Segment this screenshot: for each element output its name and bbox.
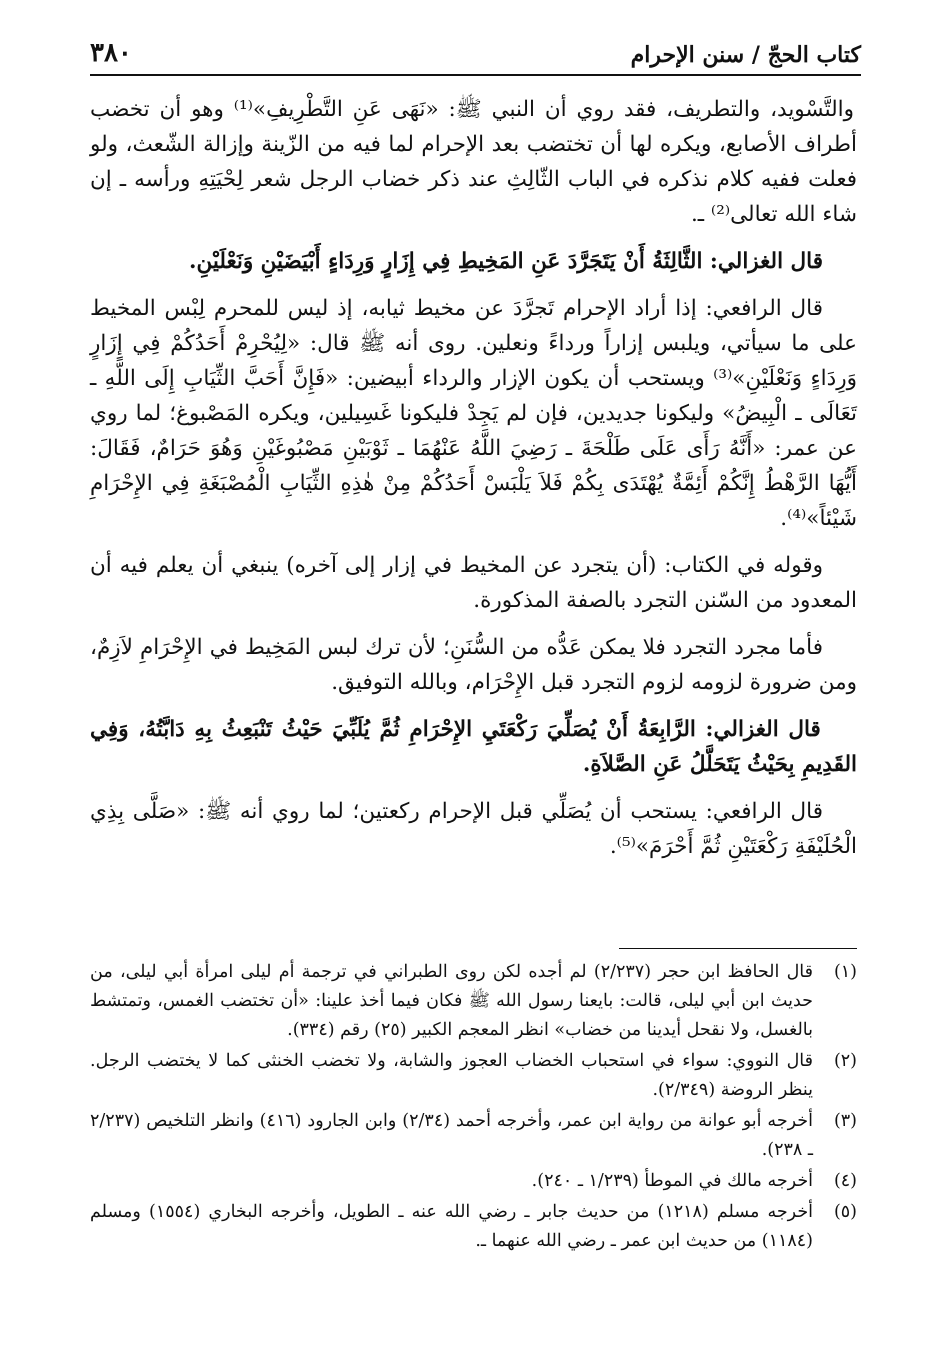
footnote-4 bbox=[90, 1167, 857, 1196]
text-line: إِلَى اللَّهِ ـ تَعَالَى ـ الْبِيضُ» وليكونا جديدين، فإن لم يَجِدْ فليكونا غَسِيلين، ويكره bbox=[90, 366, 857, 426]
footnote-text bbox=[90, 1198, 813, 1256]
text-line: بِذِي الْحُلَيْفَةِ رَكْعَتَيْنِ ثُمَّ أَحْرَمَ»⁽⁵⁾. bbox=[90, 799, 857, 859]
footnote-1 bbox=[90, 958, 857, 1045]
footnote-number: (٥) bbox=[833, 1202, 857, 1222]
text-line: ومسلم (١١٨٤) من حديث ابن عمر ـ رضي الله عنهما ـ. bbox=[90, 1202, 813, 1251]
footnote-number: (١) bbox=[833, 962, 857, 982]
text-line: المَصْبوغ؛ لما روي عن عمر: «أَنَّهُ رَأَى عَلَى طَلْحَةَ ـ رَضِيَ اللَّهُ عَنْهُمَا ـ ثَوْبَيْنِ مَصْبُوغَيْنِ bbox=[90, 401, 857, 461]
text-line: الرجل. ينظر الروضة (٢/٣٤٩). bbox=[90, 1051, 813, 1100]
text-line: قال الغزالي: الرَّابِعَةُ أَنْ يُصَلِّيَ رَكْعَتَيِ الإِحْرَامِ ثُمَّ يُلَبِّيَ حَيْثُ تَنْبَعِثُ بِهِ دَابَّتُهُ، وَفِي bbox=[90, 717, 821, 742]
paragraph-ghazali-third bbox=[90, 244, 857, 279]
text-line: قال النووي: سواء في استحباب الخضاب العجوز والشابة، ولا تخضب الخنثى كما لا يختضب bbox=[139, 1051, 813, 1071]
paragraph-1 bbox=[90, 92, 857, 232]
footnote-text bbox=[90, 1167, 813, 1196]
text-line: قال الغزالي: الثَّالِثَةُ أَنْ يَتَجَرَّدَ عَنِ المَخِيطِ فِي إِزَارٍ وَرِدَاءٍ أَبْيَضَيْنِ وَنَعْلَيْنِ. bbox=[189, 249, 823, 274]
footnote-number: (٤) bbox=[833, 1171, 857, 1191]
footnote-number: (٢) bbox=[833, 1051, 857, 1071]
text-line: فِي إِزَارٍ وَرِدَاءٍ وَنَعْلَيْنِ»⁽³⁾ ويستحب أن يكون الإزار والرداء أبيضين: «فَإِنَّ أَحَبَّ الثِّيَابِ bbox=[90, 331, 857, 391]
footnote-2 bbox=[90, 1047, 857, 1105]
text-line: قال الرافعي: يستحب أن يُصَلِّي قبل الإحرام ركعتين؛ لما روي أنه ﷺ: «صَلَّى bbox=[124, 799, 823, 824]
text-line: أخرجه مسلم (١٢١٨) من حديث جابر ـ رضي الله عنه ـ الطويل، وأخرجه البخاري (١٥٥٤) bbox=[140, 1202, 814, 1222]
text-line: والتَّسْويد، والتطريف، فقد روي أن النبي ﷺ: «نَهَى عَنِ التَّطْرِيفِ»⁽¹⁾ وهو أن تخضب bbox=[90, 97, 854, 122]
text-line: لاَزِمٌ، ومن ضرورة لزومه لزوم التجرد قبل الإِحْرَام، وبالله التوفيق. bbox=[90, 635, 857, 695]
paragraph-rafii-third bbox=[90, 291, 857, 536]
text-line: ولو فعلت ففيه كلام نذكره في الباب الثّالِثِ عند ذكر خضاب الرجل شعر لِحْيَتِهِ ورأسه ـ bbox=[90, 132, 857, 192]
footnote-text bbox=[90, 958, 813, 1045]
text-line: الْمُصْبَغَةِ فِي الإِحْرَامِ شَيْئاً»⁽⁴⁾. bbox=[90, 471, 857, 531]
footnote-text bbox=[90, 1107, 813, 1165]
text-line: أخرجه مالك في الموطأ (١/٢٣٩ ـ ٢٤٠). bbox=[531, 1171, 813, 1191]
text-line: فأما مجرد التجرد فلا يمكن عَدُّه من السُّنَنِ؛ لأن ترك لبس المَخِيط في الإِحْرَامِ bbox=[132, 635, 823, 660]
paragraph-rafii-fourth bbox=[90, 794, 857, 864]
text-line: إن شاء الله تعالى⁽²⁾ ـ. bbox=[90, 167, 857, 227]
main-text bbox=[90, 92, 857, 876]
paragraph-mere-tajarrud bbox=[90, 630, 857, 700]
footnote-5 bbox=[90, 1198, 857, 1256]
text-line: وقوله في الكتاب: (أن يتجرد عن المخيط في إزار إلى آخره) ينبغي أن يعلم فيه bbox=[111, 553, 823, 578]
footnote-text bbox=[90, 1047, 813, 1105]
text-line: من حديث ابن أبي ليلى، قالت: بايعنا رسول الله ﷺ فكان فيما أخذ علينا: «أن تختضب bbox=[90, 962, 813, 1011]
running-header bbox=[90, 28, 861, 76]
text-line: أخرجه أبو عوانة من رواية ابن عمر، وأخرجه أحمد (٢/٣٤) وابن الجارود (٤١٦) وانظر bbox=[205, 1111, 813, 1131]
text-line: قال الحافظ ابن حجر (٢/٢٣٧) لم أجده لكن روى الطبراني في ترجمة أم ليلى امرأة أبي ليلى، bbox=[112, 962, 813, 982]
page-number: ٣٨٠ bbox=[90, 38, 132, 68]
text-line: القَدِيمِ بِحَيْثُ يَتَحَلَّلُ عَنِ الصَّلاَةِ. bbox=[582, 752, 857, 777]
text-line: الغمس، وتمتشط بالغسل، ولا نقحل أيدينا من خضاب» انظر المعجم الكبير (٢٥) رقم (٣٣٤). bbox=[90, 991, 813, 1040]
footnote-separator bbox=[619, 948, 857, 949]
text-line: وَهُوَ حَرَامٌ، فَقَالَ: أَيُّهَا الرَّهْطُ إِنَّكُمْ أَئِمَّةٌ يُهْتَدَى بِكُمْ فَلاَ يَلْبَسْ أَحَدُكُمْ مِنْ هٰذِهِ الثِّيَابِ bbox=[90, 436, 857, 496]
paragraph-ghazali-fourth bbox=[90, 712, 857, 782]
footnote-3 bbox=[90, 1107, 857, 1165]
footnote-number: (٣) bbox=[833, 1111, 857, 1131]
chapter-title: كتاب الحجّ / سنن الإحرام bbox=[630, 42, 861, 68]
text-line: أطراف الأصابع، ويكره لها أن تختضب بعد الإحرام لما فيه من الزّينة وإزالة الشّعث، bbox=[118, 132, 857, 157]
text-line: أن المعدود من السّنن التجرد بالصفة المذكورة. bbox=[90, 553, 857, 613]
footnotes bbox=[90, 958, 857, 1258]
paragraph-book-statement bbox=[90, 548, 857, 618]
text-line: المخيط على ما سيأتي، ويلبس إزاراً ورداءً ونعلين. روى أنه ﷺ قال: «لِيُحْرِمْ أَحَدُكُمْ bbox=[90, 296, 857, 356]
text-line: قال الرافعي: إذا أراد الإحرام تَجرَّدَ عن مخيط ثيابه، إذ ليس للمحرم لِبْس bbox=[155, 296, 823, 321]
text-line: التلخيص (٢/٢٣٧ ـ ٢٣٨). bbox=[90, 1111, 813, 1160]
